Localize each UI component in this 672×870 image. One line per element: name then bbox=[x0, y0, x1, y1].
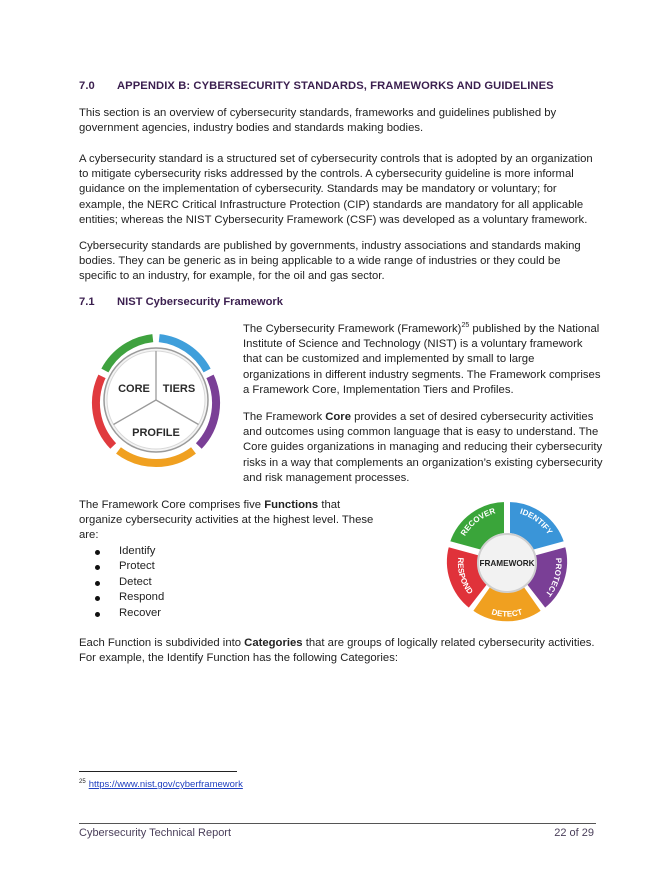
list-item: Detect bbox=[94, 575, 164, 590]
footnote-separator bbox=[79, 771, 237, 772]
section-number: 7.0 bbox=[79, 80, 95, 92]
footer-report-title: Cybersecurity Technical Report bbox=[79, 827, 232, 839]
framework-core-paragraph bbox=[243, 410, 603, 486]
text-span: The Framework bbox=[243, 411, 326, 423]
footer-divider bbox=[79, 823, 596, 824]
footnote-link[interactable]: https://www.nist.gov/cyberframework bbox=[88, 779, 243, 790]
paragraph-text bbox=[243, 322, 603, 398]
core-tiers-profile-diagram bbox=[86, 330, 226, 470]
subsection-title: NIST Cybersecurity Framework bbox=[117, 296, 284, 308]
profile-label: PROFILE bbox=[132, 427, 180, 439]
list-item: Identify bbox=[94, 544, 164, 559]
core-label: CORE bbox=[118, 383, 150, 395]
respond-label: RESPOND bbox=[455, 557, 475, 596]
framework-functions-diagram bbox=[442, 498, 572, 623]
text-span: Each Function is subdivided into bbox=[79, 637, 245, 649]
functions-list bbox=[94, 544, 164, 621]
footnote-reference[interactable]: 25 bbox=[461, 322, 470, 330]
paragraph-text bbox=[79, 636, 599, 666]
paragraph-text bbox=[79, 498, 379, 544]
text-span: published by the National Institute of Science and Technology (NIST) is a voluntary framework that can be customized and implemented by small to large organizations in different industry segments. The Framework comprises a Framework Core, Implementation Tiers and Profiles. bbox=[243, 323, 601, 396]
list-item: Recover bbox=[94, 606, 164, 621]
paragraph-text bbox=[243, 410, 603, 486]
detect-label: DETECT bbox=[490, 607, 524, 619]
footnote bbox=[79, 779, 243, 790]
categories-paragraph bbox=[79, 636, 599, 666]
text-span: that are groups of logically related cybersecurity activities. For example, the Identify Function has the following Categories: bbox=[79, 637, 595, 665]
section-heading bbox=[79, 80, 554, 92]
protect-label: PROTECT bbox=[543, 557, 564, 599]
text-span: The Framework Core comprises five bbox=[79, 499, 265, 511]
paragraph-text: This section is an overview of cybersecurity standards, frameworks and guidelines published by government agencies, industry bodies and standards making bodies. bbox=[79, 107, 557, 135]
paragraph-text: A cybersecurity standard is a structured set of cybersecurity controls that is adopted by an organization to mitigate cybersecurity risks addressed by the controls. A cybersecurity guideline is more informal guidance on the implementation of cybersecurity. Standards may be mandatory or voluntary; for example, the NERC Critical Infrastructure Protection (CIP) standards are mandatory for all applicable entities; whereas the NIST Cybersecurity Framework (CSF) was developed as a voluntary framework. bbox=[79, 153, 593, 226]
standard-definition-paragraph bbox=[79, 152, 599, 228]
intro-paragraph bbox=[79, 106, 599, 136]
publishers-paragraph bbox=[79, 239, 599, 285]
text-span: The Cybersecurity Framework (Framework) bbox=[243, 323, 462, 335]
framework-center-label: FRAMEWORK bbox=[479, 559, 535, 568]
identify-label: IDENTIFY bbox=[519, 506, 555, 537]
section-title: APPENDIX B: CYBERSECURITY STANDARDS, FRAMEWORKS AND GUIDELINES bbox=[117, 80, 554, 92]
paragraph-text: Cybersecurity standards are published by governments, industry associations and standards making bodies. They can be generic as in being applicable to a wide range of industries or they could be specific to an industry, for example, for the oil and gas sector. bbox=[79, 240, 581, 283]
footer-page-number: 22 of 29 bbox=[554, 827, 594, 839]
list-item: Protect bbox=[94, 559, 164, 574]
bold-term-core: Core bbox=[325, 411, 351, 423]
text-span: provides a set of desired cybersecurity activities and outcomes using common language that is easy to understand. The Core guides organizations in managing and reducing their cybersecurity risks in a way that complements an organization’s existing cybersecurity and risk management processes. bbox=[243, 411, 603, 484]
bold-term-categories: Categories bbox=[244, 637, 303, 649]
framework-intro-paragraph bbox=[243, 322, 603, 398]
recover-label: RECOVER bbox=[458, 506, 497, 538]
text-span: that organize cybersecurity activities at the highest level. These are: bbox=[79, 499, 374, 542]
tiers-label: TIERS bbox=[162, 383, 196, 395]
subsection-heading bbox=[79, 296, 283, 308]
functions-paragraph bbox=[79, 498, 379, 544]
footnote-number: 25 bbox=[79, 778, 86, 785]
subsection-number: 7.1 bbox=[79, 296, 95, 308]
list-item: Respond bbox=[94, 590, 164, 605]
bold-term-functions: Functions bbox=[264, 499, 319, 511]
